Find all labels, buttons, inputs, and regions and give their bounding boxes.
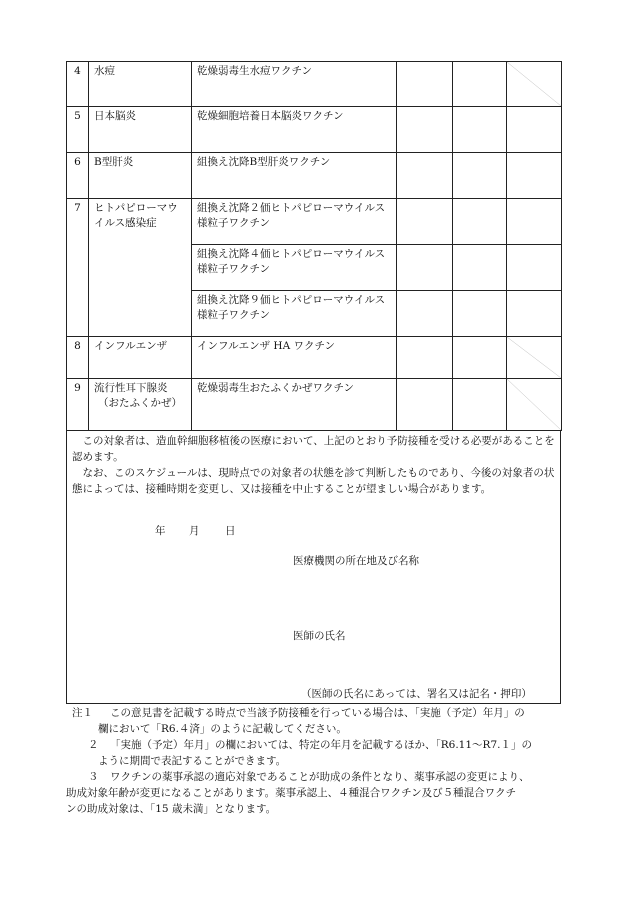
vaccine-name: 組換え沈降２価ヒトパピローマウイルス様粒子ワクチン [192, 199, 397, 245]
vaccine-name: インフルエンザ HA ワクチン [192, 337, 397, 379]
date-cell [397, 291, 453, 337]
disease-name: B型肝炎 [89, 153, 192, 199]
row-number: 5 [67, 107, 89, 153]
date-cell [397, 153, 453, 199]
disease-name: インフルエンザ [89, 337, 192, 379]
note-1-line-2: 欄において「R6.４済」のように記載してください。 [98, 723, 347, 735]
vaccine-name: 乾燥弱毒生水痘ワクチン [192, 62, 397, 107]
date-cell [453, 62, 507, 107]
note-2-line-2: ように期間で表記することができます。 [98, 755, 287, 767]
note-2-line-1: 「実施（予定）年月」の欄においては、特定の年月を記載するほか、「R6.11～R7.１」の [110, 739, 532, 751]
disease-name: ヒトパピローマウイルス感染症 [89, 199, 192, 337]
certification-box [66, 430, 561, 704]
note-2-label: ２ [88, 739, 99, 751]
vaccine-name: 組換え沈降９価ヒトパピローマウイルス様粒子ワクチン [192, 291, 397, 337]
date-cell [453, 379, 507, 431]
vaccine-name: 組換え沈降B型肝炎ワクチン [192, 153, 397, 199]
disease-name-sub: （おたふくかぜ） [98, 397, 182, 409]
date-cell [453, 199, 507, 245]
date-cell [397, 107, 453, 153]
date-year-label: 年 [155, 525, 166, 537]
date-cell [507, 107, 562, 153]
row-number: 7 [67, 199, 89, 337]
date-cell [453, 107, 507, 153]
note-3-line-3: ンの助成対象は、「15 歳未満」となります。 [66, 803, 277, 815]
certification-paragraph-2: なお、このスケジュールは、現時点での対象者の状態を診て判断したものであり、今後の対象者の状態によっては、接種時期を変更し、又は接種を中止することが望ましい場合があります。 [72, 467, 555, 495]
table-row [67, 62, 562, 107]
disease-name: 水痘 [89, 62, 192, 107]
note-3-line-1: ワクチンの薬事承認の適応対象であることが助成の条件となり、薬事承認の変更により、 [110, 771, 530, 783]
table-row [67, 153, 562, 199]
certification-paragraph-1: この対象者は、造血幹細胞移植後の医療において、上記のとおり予防接種を受ける必要があることを認めます。 [72, 435, 555, 463]
disease-name: 日本脳炎 [89, 107, 192, 153]
date-cell [507, 199, 562, 245]
date-day-label: 日 [225, 525, 236, 537]
date-cell [453, 291, 507, 337]
note-1-line-1: この意見書を記載する時点で当該予防接種を行っている場合は、「実施（予定）年月」の [110, 707, 525, 719]
row-number: 6 [67, 153, 89, 199]
note-1-label: 注１ [72, 707, 93, 719]
signature-note: （医師の氏名にあっては、署名又は記名・押印） [301, 688, 532, 700]
row-number: 9 [67, 379, 89, 431]
diagonal-cell [507, 62, 562, 107]
table-row [67, 337, 562, 379]
date-cell [397, 337, 453, 379]
diagonal-cell [507, 337, 562, 379]
date-cell [507, 153, 562, 199]
date-month-label: 月 [189, 525, 200, 537]
date-cell [507, 245, 562, 291]
row-number: 8 [67, 337, 89, 379]
diagonal-cell [507, 379, 562, 431]
disease-name [89, 379, 192, 431]
date-cell [397, 62, 453, 107]
table-row [67, 379, 562, 431]
vaccine-table [66, 61, 562, 431]
note-3-line-2: 助成対象年齢が変更になることがあります。薬事承認上、４種混合ワクチン及び５種混合ワクチ [66, 787, 517, 799]
date-cell [507, 291, 562, 337]
vaccine-name: 乾燥弱毒生おたふくかぜワクチン [192, 379, 397, 431]
date-cell [453, 153, 507, 199]
vaccine-name: 乾燥細胞培養日本脳炎ワクチン [192, 107, 397, 153]
date-cell [453, 337, 507, 379]
date-cell [397, 199, 453, 245]
institution-label: 医療機関の所在地及び名称 [293, 555, 419, 567]
vaccine-name: 組換え沈降４価ヒトパピローマウイルス様粒子ワクチン [192, 245, 397, 291]
date-cell [397, 379, 453, 431]
note-3-label: ３ [88, 771, 99, 783]
disease-name-main: 流行性耳下腺炎 [94, 382, 168, 394]
doctor-name-label: 医師の氏名 [293, 630, 346, 642]
date-cell [453, 245, 507, 291]
row-number: 4 [67, 62, 89, 107]
date-cell [397, 245, 453, 291]
table-row [67, 107, 562, 153]
table-row [67, 199, 562, 245]
